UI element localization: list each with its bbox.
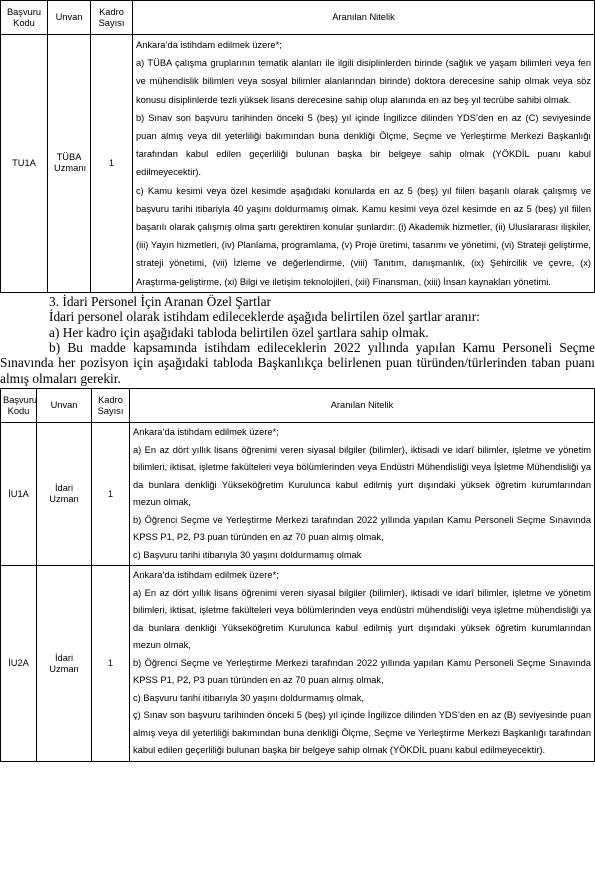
table-row [1,35,595,293]
header-qualification: Aranılan Nitelik [130,389,595,423]
qualification-line: Ankara’da istihdam edilmek üzere*; [133,570,279,581]
table-header-row [1,389,595,423]
row-qualification [130,423,595,566]
section-item-b: b) Bu madde kapsamında istihdam edileceklerin 2022 yıllında yapılan Kamu Personeli Seçme Sınavında her pozisyon için aşağıdaki tabloda Başkanlıkça belirlenen puan türünden/türlerinden taban puanı almış olmaları gerekir. [0,340,595,386]
header-code: Başvuru Kodu [1,389,37,423]
row-title: İdari Uzman [37,423,92,566]
qualification-line: ç) Sınav son başvuru tarihinden önceki 5 (beş) yıl içinde İngilizce dilinden YDS’den en az (B) seviyesinde puan almış veya dil yeterliliği bakımından buna denkliği Ölçme, Seçme ve Yerleştirme Merkezi Başkanlığı tarafından kabul edilen geçerliliği bulunan başka bir belgeye sahip olmak (YÖKDİL puanı kabul edilmeyecektir). [133,710,591,756]
header-title: Unvan [48,1,91,35]
qualification-line: c) Başvuru tarihi itibarıyla 30 yaşını doldurmamış olmak, [133,692,364,703]
qualification-line: c) Kamu kesimi veya özel kesimde aşağıdaki konularda en az 5 (beş) yıl fiilen başarılı olarak çalışmış ve başvuru tarihi itibariyla 40 yaşını doldurmamış olmak. Kamu kesimi veya özel kesimde en az 5 (beş) yıl fiilen başarılı olarak çalışmış olma şartı gerektiren konular şunlardır: (i) Akademik hizmetler, (ii) Uluslararası ilişkiler, (iii) Yayın hizmetleri, (iv) Planlama, programlama, (v) Proje üretimi, tasarımı ve yönetimi, (vi) Strateji geliştirme, strateji yönetimi, (vii) İzleme ve değerlendirme, (viii) Tanıtım, danışmanlık, (ix) Şehircilik ve çevre, (x) Araştırma-geliştirme, (xi) Bilgi ve iletişim teknolojileri, (xii) Finansman, (xiii) İnsan kaynakları yönetimi. [136,185,591,287]
qualification-table-2 [0,388,595,762]
qualification-line: c) Başvuru tarihi itibarıyla 30 yaşını doldurmamış olmak [133,549,362,560]
row-code: İU1A [1,423,37,566]
section-intro: İdari personel olarak istihdam edileceklerde aşağıda belirtilen özel şartlar aranır: [49,309,480,325]
row-qualification [133,35,595,293]
qualification-line: a) En az dört yıllık lisans öğrenimi veren siyasal bilgiler (bilimler), iktisadi ve idarî bilimler, işletme ve yönetim bilimleri, iktisat, işletme fakülteleri veya bölümlerinden veya endüstri mühendisliği veya işletme mühendisliği ya da bunlara denkliği Yükseköğretim Kurulunca kabul edilmiş yurt dışındaki yüksek öğretim kurumlarından mezun olmak, [133,587,591,651]
header-qualification: Aranılan Nitelik [133,1,595,35]
header-quota: Kadro Sayısı [92,389,130,423]
section-3 [0,294,595,386]
row-title: TÜBA Uzmanı [48,35,91,293]
row-code: TU1A [1,35,48,293]
header-code: Başvuru Kodu [1,1,48,35]
section-item-a: a) Her kadro için aşağıdaki tabloda belirtilen özel şartlara sahip olmak. [49,324,429,340]
qualification-line: b) Öğrenci Seçme ve Yerleştirme Merkezi tarafından 2022 yıllında yapılan Kamu Personeli Seçme Sınavında KPSS P1, P2, P3 puan türünden en az 70 puan almış olmak, [133,657,591,686]
qualification-line: Ankara’da istihdam edilmek üzere*; [136,40,282,50]
section-heading: 3. İdari Personel İçin Aranan Özel Şartlar [49,293,271,309]
row-quota: 1 [91,35,133,293]
table-row [1,423,595,566]
qualification-line: b) Sınav son başvuru tarihinden önceki 5 (beş) yıl içinde İngilizce dilinden YDS’den en az (C) seviyesinde puan almış veya dil yeterliliği bakımından buna denkliği Ölçme, Seçme ve Yerleştirme Merkezi Başkanlığı tarafından kabul edilen geçerliliği bulunan başka bir belgeye sahip olmak (YÖKDİL puanı kabul edilmeyecektir). [136,112,591,178]
qualification-line: a) TÜBA çalışma gruplarının tematik alanları ile ilgili disiplinlerden birinde (sağlık ve yaşam bilimleri veya fen ve mühendislik bilimleri veya sosyal bilimler alanlarından birinde) doktora derecesine sahip olmak veya söz konusu disiplinlerde tezli yüksek lisans derecesine sahip olup alanında en az beş yıl tecrübe sahibi olmak. [136,58,591,105]
table-header-row [1,1,595,35]
header-title: Unvan [37,389,92,423]
row-qualification [130,566,595,762]
row-quota: 1 [92,423,130,566]
header-quota: Kadro Sayısı [91,1,133,35]
qualification-line: b) Öğrenci Seçme ve Yerleştirme Merkezi tarafından 2022 yıllında yapılan Kamu Personeli Seçme Sınavında KPSS P1, P2, P3 puan türünden en az 70 puan almış olmak, [133,514,591,543]
row-title: İdari Uzman [37,566,92,762]
row-code: İU2A [1,566,37,762]
table-row [1,566,595,762]
qualification-line: Ankara’da istihdam edilmek üzere*; [133,427,279,438]
qualification-line: a) En az dört yıllık lisans öğrenimi veren siyasal bilgiler (bilimler), iktisadi ve idarî bilimler, işletme ve yönetim bilimleri, iktisat, işletme fakülteleri veya bölümlerinden veya Endüstri Mühendisliği veya İşletme Mühendisliği ya da bunlara denkliği Yükseköğretim Kurulunca kabul edilmiş yurt dışındaki yüksek öğretim kurumlarından mezun olmak, [133,444,591,508]
row-quota: 1 [92,566,130,762]
qualification-table-1 [0,0,595,293]
